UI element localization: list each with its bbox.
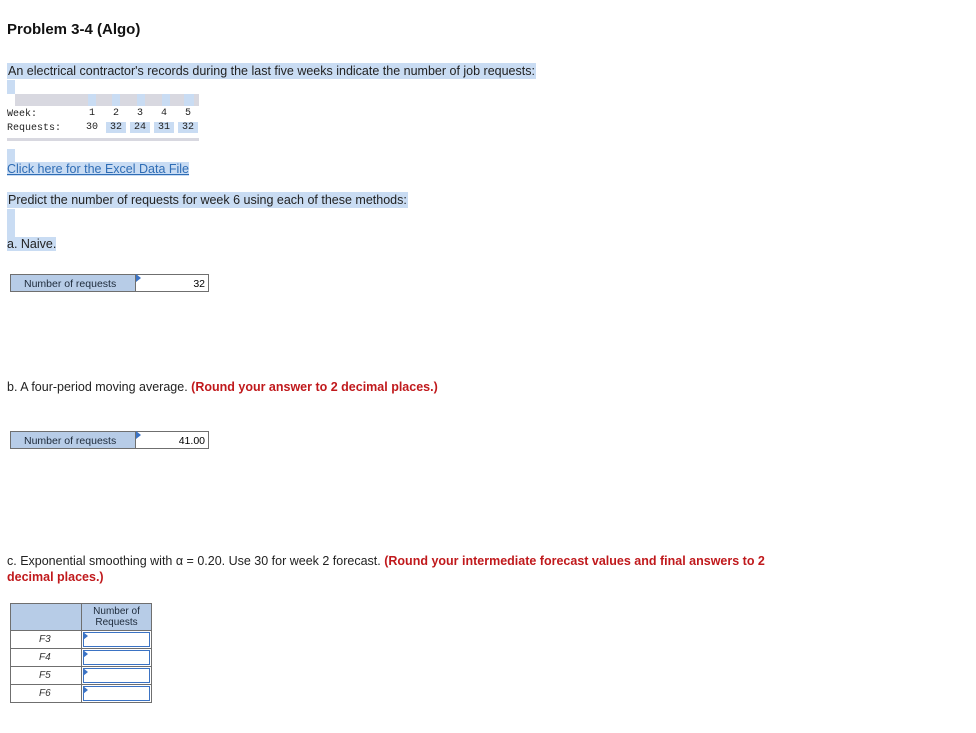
request-cell: 32 bbox=[178, 122, 198, 133]
part-c-label: c. Exponential smoothing with α = 0.20. Use 30 for week 2 forecast. bbox=[7, 554, 381, 568]
table-bottom-rule bbox=[7, 138, 199, 141]
flag-icon bbox=[83, 668, 88, 676]
row-label: F4 bbox=[11, 649, 82, 667]
part-c-text bbox=[7, 553, 807, 585]
request-cell: 24 bbox=[130, 122, 150, 133]
request-cell: 32 bbox=[106, 122, 126, 133]
table-row bbox=[11, 631, 152, 649]
data-table bbox=[0, 108, 210, 138]
part-b-answer-field[interactable] bbox=[136, 433, 205, 449]
part-a-answer-input[interactable] bbox=[135, 274, 209, 292]
f4-input[interactable] bbox=[84, 651, 149, 664]
part-b-field-label: Number of requests bbox=[10, 431, 136, 449]
row-label: F6 bbox=[11, 685, 82, 703]
flag-icon bbox=[83, 686, 88, 694]
f4-input-cell[interactable] bbox=[82, 649, 152, 667]
table-header-blank bbox=[11, 604, 82, 631]
excel-data-link[interactable]: Click here for the Excel Data File bbox=[7, 162, 190, 176]
week-cell: 4 bbox=[160, 108, 167, 119]
flag-icon bbox=[136, 431, 141, 439]
row-label: F5 bbox=[11, 667, 82, 685]
f3-input-cell[interactable] bbox=[82, 631, 152, 649]
flag-icon bbox=[83, 632, 88, 640]
exponential-smoothing-table bbox=[10, 603, 152, 703]
f5-input-cell[interactable] bbox=[82, 667, 152, 685]
part-b-text bbox=[7, 380, 438, 394]
part-b-answer-input[interactable] bbox=[135, 431, 209, 449]
request-cell: 31 bbox=[154, 122, 174, 133]
week-cell: 3 bbox=[136, 108, 143, 119]
part-b-instruction: (Round your answer to 2 decimal places.) bbox=[191, 380, 438, 394]
f5-input[interactable] bbox=[84, 669, 149, 682]
selection-bar bbox=[7, 80, 15, 94]
predict-instruction: Predict the number of requests for week 6 using each of these methods: bbox=[8, 193, 407, 207]
f6-input-cell[interactable] bbox=[82, 685, 152, 703]
table-row bbox=[11, 667, 152, 685]
part-a-label: a. Naive. bbox=[7, 237, 57, 251]
week-cell: 5 bbox=[184, 108, 191, 119]
part-a-field-label: Number of requests bbox=[10, 274, 136, 292]
flag-icon bbox=[136, 274, 141, 282]
week-cell: 1 bbox=[88, 108, 95, 119]
intro-text: An electrical contractor's records during the last five weeks indicate the number of job requests: bbox=[8, 64, 535, 78]
table-top-band bbox=[15, 94, 199, 106]
table-row bbox=[11, 649, 152, 667]
flag-icon bbox=[83, 650, 88, 658]
requests-label: Requests: bbox=[7, 123, 62, 134]
part-b-label: b. A four-period moving average. bbox=[7, 380, 188, 394]
f6-input[interactable] bbox=[84, 687, 149, 700]
part-c-instruction-line2: decimal places.) bbox=[7, 570, 104, 584]
request-cell: 30 bbox=[85, 122, 98, 133]
page-title: Problem 3-4 (Algo) bbox=[7, 21, 141, 38]
table-row bbox=[11, 685, 152, 703]
row-label: F3 bbox=[11, 631, 82, 649]
part-c-instruction-line1: (Round your intermediate forecast values and final answers to 2 bbox=[384, 554, 765, 568]
f3-input[interactable] bbox=[84, 633, 149, 646]
week-cell: 2 bbox=[112, 108, 119, 119]
week-label: Week: bbox=[7, 109, 38, 120]
part-a-answer-field[interactable] bbox=[136, 276, 205, 292]
table-header-requests: Number of Requests bbox=[82, 604, 152, 631]
